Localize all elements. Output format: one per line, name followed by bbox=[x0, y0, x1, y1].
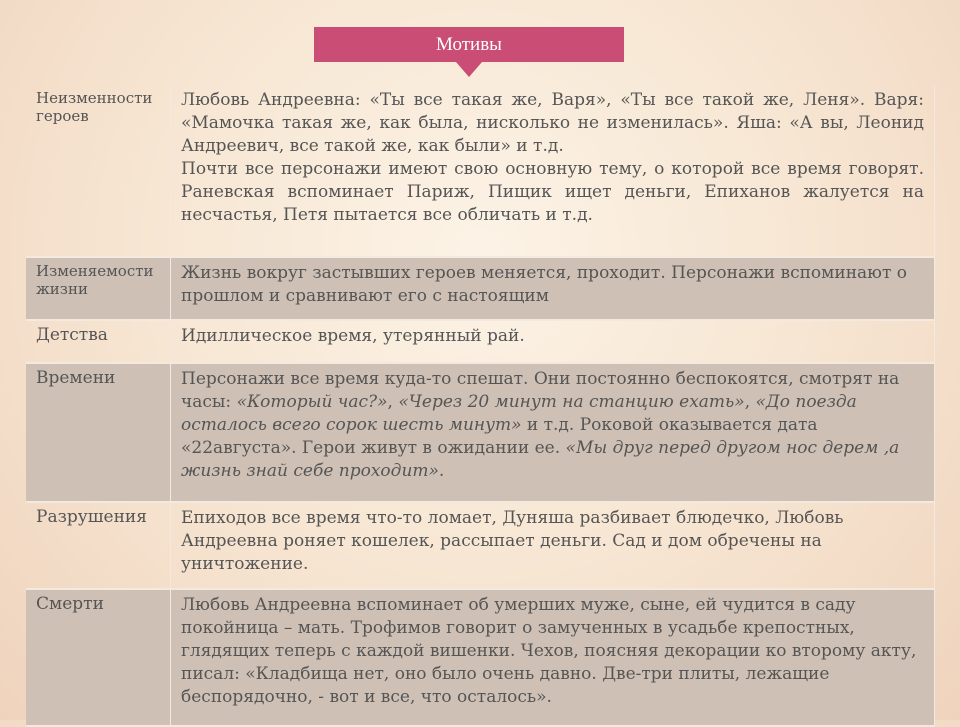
table-row bbox=[26, 589, 935, 726]
row-text-part: Персонажи все время куда-то спешат. Они постоянно беспокоятся, смотрят на часы: bbox=[181, 369, 900, 412]
quote-text: «Который час?» bbox=[236, 392, 388, 412]
down-arrow-icon bbox=[456, 62, 482, 77]
row-text-part: . bbox=[438, 461, 445, 481]
table-row bbox=[26, 257, 935, 320]
title-banner bbox=[314, 27, 624, 62]
row-text-part: , bbox=[744, 392, 756, 412]
row-label: Неизменности героев bbox=[26, 85, 171, 257]
table-row bbox=[26, 363, 935, 502]
row-text bbox=[171, 363, 935, 502]
table-row bbox=[26, 85, 935, 257]
title-text: Мотивы bbox=[436, 34, 502, 55]
row-paragraph: Любовь Андреевна: «Ты все такая же, Варя», «Ты все такой же, Леня». Варя: «Мамочка такая же, как была, нисколько не изменилась». Яша: «А вы, Леонид Андреевич, все такой же, как были» и т.д. bbox=[181, 90, 924, 156]
row-paragraph: Почти все персонажи имеют свою основную тему, о которой все время говорят. Раневская вспоминает Париж, Пищик ищет деньги, Епиханов жалуется на несчастья, Петя пытается все обличать и т.д. bbox=[181, 159, 924, 225]
row-text: Жизнь вокруг застывших героев меняется, проходит. Персонажи вспоминают о прошлом и сравнивают его с настоящим bbox=[171, 257, 935, 320]
motifs-table bbox=[26, 85, 935, 727]
quote-text: «Через 20 минут на станцию ехать» bbox=[398, 392, 745, 412]
row-text-part: , bbox=[387, 392, 399, 412]
row-text: Идиллическое время, утерянный рай. bbox=[171, 320, 935, 363]
row-text: Епиходов все время что-то ломает, Дуняша разбивает блюдечко, Любовь Андреевна роняет кошелек, рассыпает деньги. Сад и дом обречены на уничтожение. bbox=[171, 502, 935, 589]
row-label: Изменяемости жизни bbox=[26, 257, 171, 320]
row-text bbox=[171, 85, 935, 257]
row-label: Смерти bbox=[26, 589, 171, 726]
table-row bbox=[26, 502, 935, 589]
row-text-part: и т.д. Роковой оказывается дата «22августа». Герои живут в ожидании ее. bbox=[181, 415, 818, 458]
row-label: Разрушения bbox=[26, 502, 171, 589]
row-label: Времени bbox=[26, 363, 171, 502]
table-row bbox=[26, 320, 935, 363]
quote-text: «Мы друг перед другом нос дерем ,а жизнь знай себе проходит» bbox=[181, 438, 900, 481]
row-label: Детства bbox=[26, 320, 171, 363]
row-text: Любовь Андреевна вспоминает об умерших муже, сыне, ей чудится в саду покойница – мать. Трофимов говорит о замученных в усадьбе крепостных, глядящих теперь с каждой вишенки. Чехов, поясняя декорации ко второму акту, писал: «Кладбища нет, оно было очень давно. Две-три плиты, лежащие беспорядочно, - вот и все, что осталось». bbox=[171, 589, 935, 726]
quote-text: «До поезда осталось всего сорок шесть минут» bbox=[181, 392, 857, 435]
